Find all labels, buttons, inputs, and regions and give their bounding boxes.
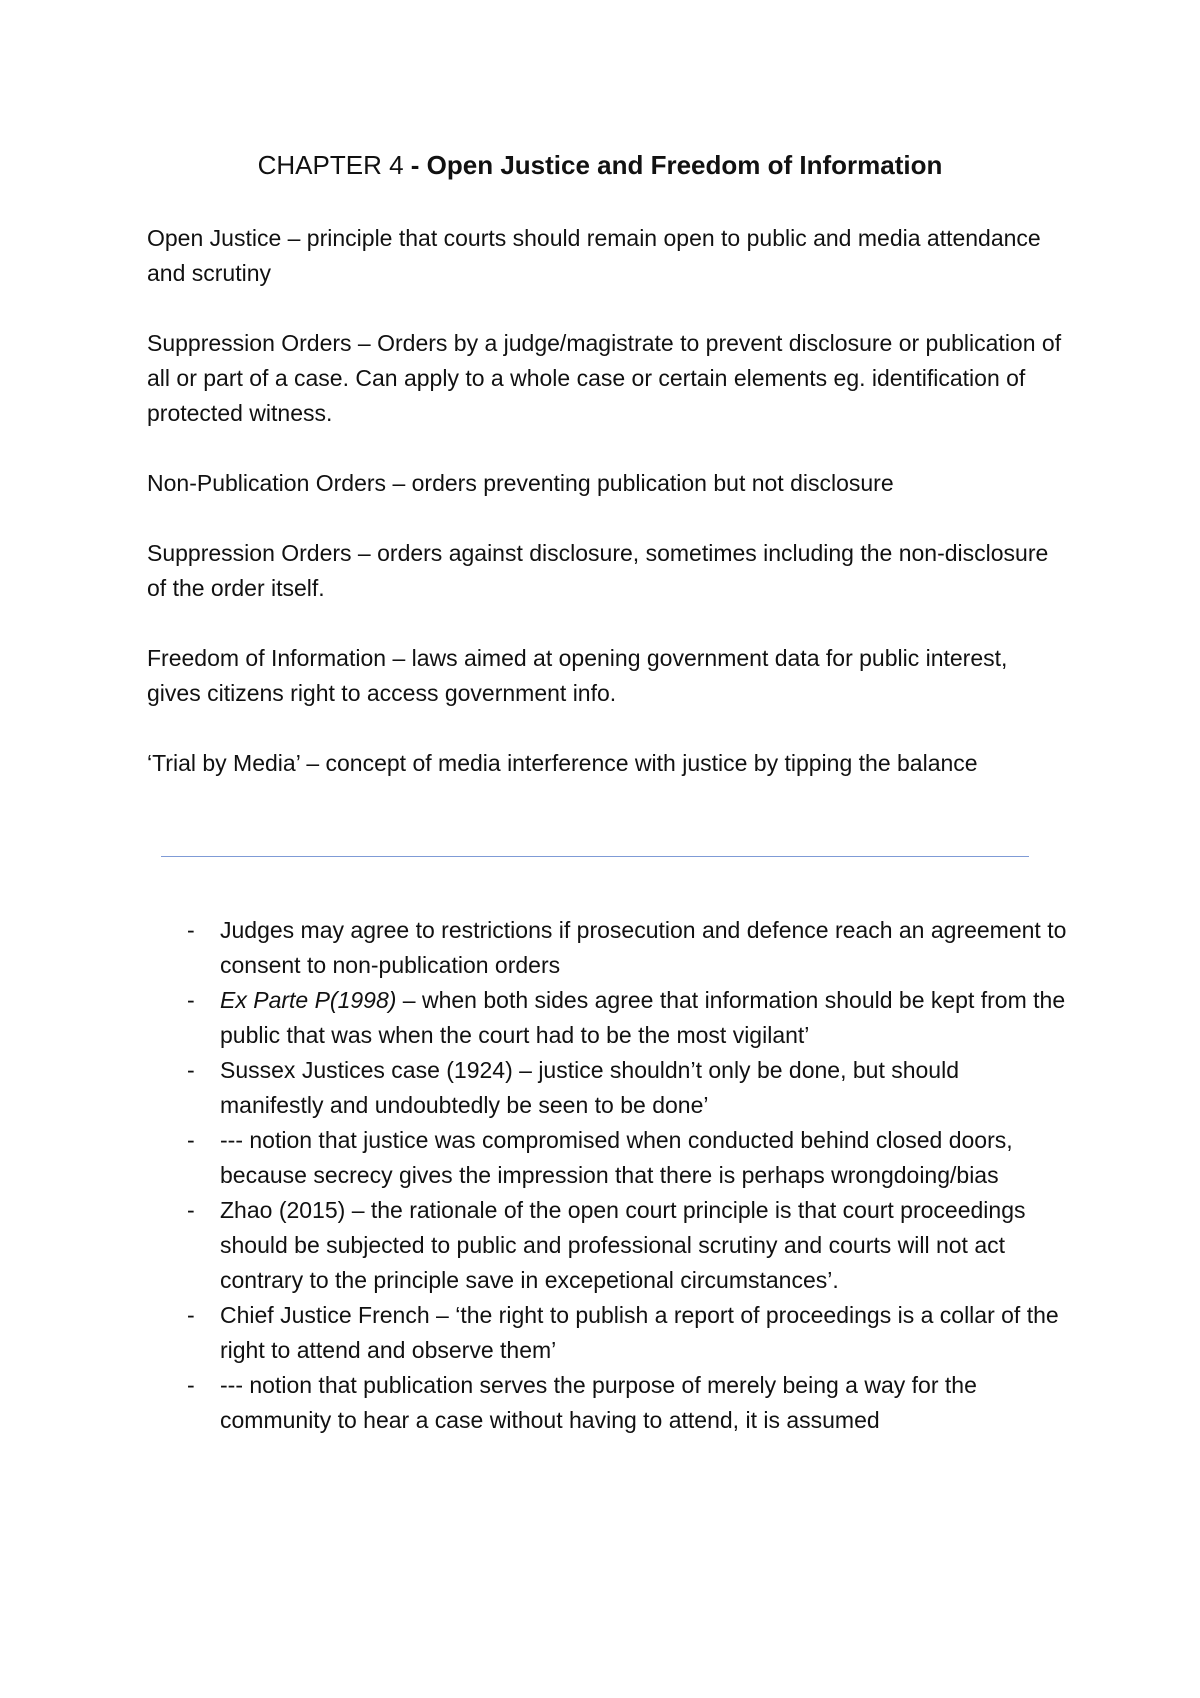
bullet-dash: -	[187, 1197, 195, 1223]
list-item	[187, 1298, 1067, 1368]
definition-freedom-of-information: Freedom of Information – laws aimed at opening government data for public interest, gives citizens right to access government info.	[147, 645, 1008, 706]
bullet-dash: -	[187, 1372, 195, 1398]
bullet-dash: -	[187, 1127, 195, 1153]
list-item	[187, 1123, 1067, 1193]
bullet-dash: -	[187, 1302, 195, 1328]
note-text: --- notion that justice was compromised when conducted behind closed doors, because secrecy gives the impression that there is perhaps wrongdoing/bias	[220, 1127, 1013, 1188]
title-topic: - Open Justice and Freedom of Information	[410, 150, 943, 180]
notes-list	[187, 913, 1067, 1438]
note-text: Judges may agree to restrictions if prosecution and defence reach an agreement to consent to non-publication orders	[220, 917, 1067, 978]
definition-open-justice: Open Justice – principle that courts should remain open to public and media attendance and scrutiny	[147, 225, 1041, 286]
definition-non-publication-orders: Non-Publication Orders – orders preventing publication but not disclosure	[147, 470, 894, 496]
definition-suppression-orders-2: Suppression Orders – orders against disclosure, sometimes including the non-disclosure of the order itself.	[147, 540, 1049, 601]
list-item	[187, 1368, 1067, 1438]
bullet-dash: -	[187, 987, 195, 1013]
list-item	[187, 983, 1067, 1053]
note-text: Zhao (2015) – the rationale of the open court principle is that court proceedings should be subjected to public and professional scrutiny and courts will not act contrary to the principle save in excepetional circumstances’.	[220, 1197, 1026, 1293]
title-chapter: CHAPTER 4	[257, 150, 411, 180]
note-text: --- notion that publication serves the purpose of merely being a way for the community to hear a case without having to attend, it is assumed	[220, 1372, 977, 1433]
list-item	[187, 1053, 1067, 1123]
note-text: Chief Justice French – ‘the right to publish a report of proceedings is a collar of the right to attend and observe them’	[220, 1302, 1059, 1363]
definitions-section	[147, 221, 1067, 816]
bullet-dash: -	[187, 917, 195, 943]
page-title	[0, 148, 1200, 182]
definition-trial-by-media: ‘Trial by Media’ – concept of media interference with justice by tipping the balance	[147, 750, 978, 776]
list-item	[187, 913, 1067, 983]
note-text: – when both sides agree that information should be kept from the public that was when the court had to be the most vigilant’	[220, 987, 1066, 1048]
section-divider	[161, 856, 1029, 857]
bullet-dash: -	[187, 1057, 195, 1083]
list-item	[187, 1193, 1067, 1298]
definition-suppression-orders: Suppression Orders – Orders by a judge/magistrate to prevent disclosure or publication of all or part of a case. Can apply to a whole case or certain elements eg. identification of protected witness.	[147, 330, 1062, 426]
note-text: Sussex Justices case (1924) – justice shouldn’t only be done, but should manifestly and undoubtedly be seen to be done’	[220, 1057, 959, 1118]
case-citation: Ex Parte P(1998)	[220, 987, 397, 1013]
